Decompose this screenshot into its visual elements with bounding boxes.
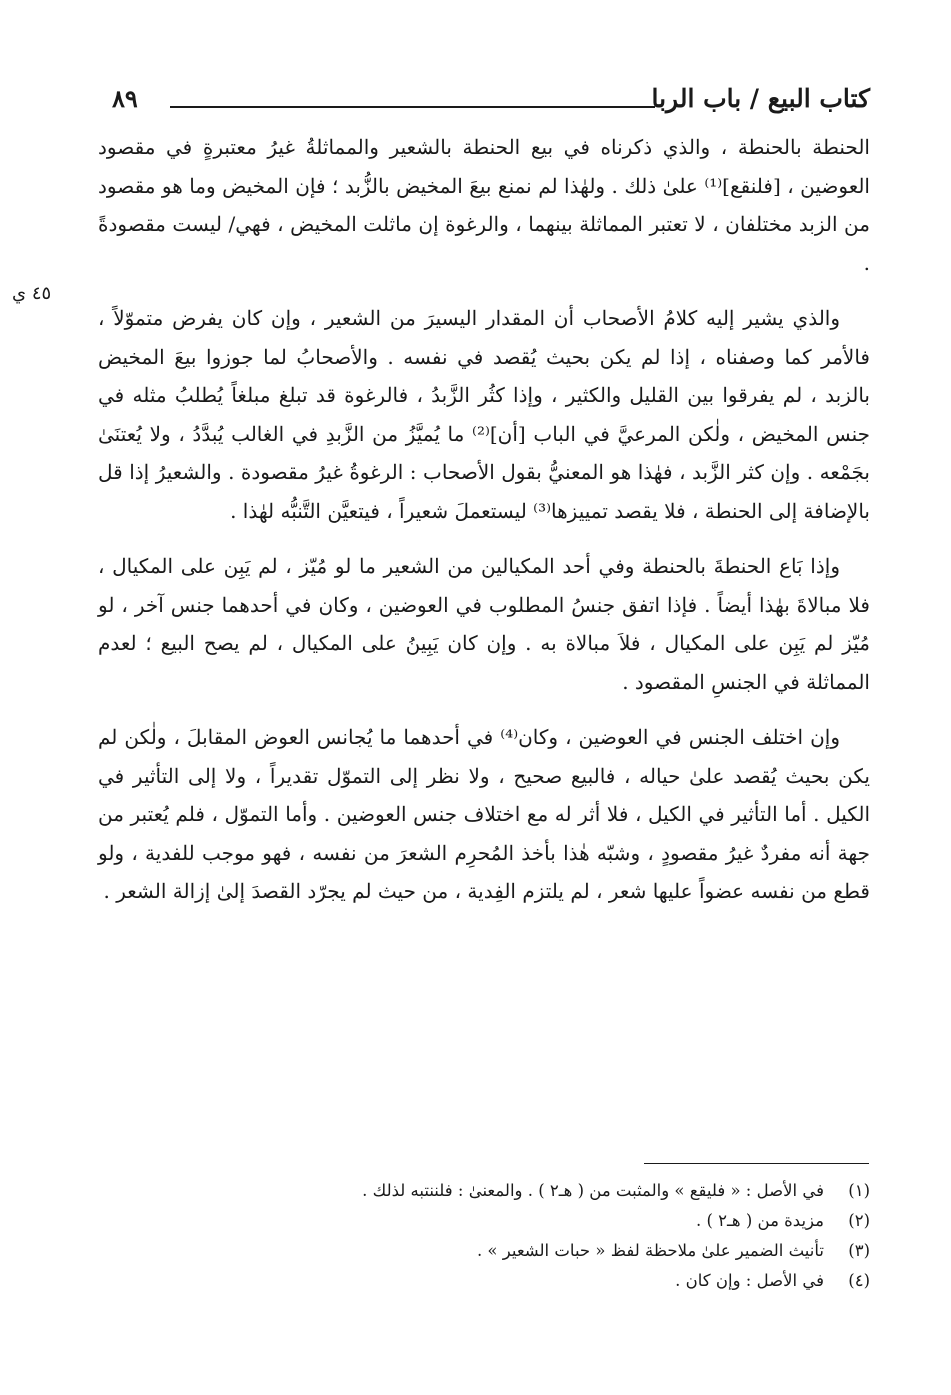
footnote-number: (١) bbox=[848, 1181, 870, 1200]
footnote-number: (٤) bbox=[848, 1271, 870, 1290]
footnote-separator bbox=[644, 1163, 869, 1164]
chapter-title: كتاب البيع / باب الربا bbox=[651, 84, 870, 113]
footnotes bbox=[98, 1176, 870, 1296]
header-rule bbox=[170, 106, 655, 108]
footnote-text: تأنيث الضمير علىٰ ملاحظة لفظ « حبات الشعير » . bbox=[476, 1241, 824, 1260]
footnote-number: (٢) bbox=[848, 1211, 870, 1230]
footnote-text: في الأصل : « فليقع » والمثبت من ( هـ٢ ) . والمعنىٰ : فلننتبه لذلك . bbox=[362, 1181, 824, 1200]
footnote bbox=[98, 1206, 870, 1236]
paragraph: والذي يشير إليه كلامُ الأصحاب أن المقدار اليسيرَ من الشعير ، وإن كان يفرض متموّلاً ، فالأمر كما وصفناه ، إذا لم يكن بحيث يُقصد في نفسه . والأصحابُ لما جوزوا بيعَ المخيض بالزبد ، لم يفرقوا بين القليل والكثير ، وإذا كثُر الزَّبدُ ، فالرغوة قد تبلغ مبلغاً يُطلبُ مثله في جنس المخيض ، ولٰكن المرعيَّ في الباب [أن]⁽²⁾ ما يُميَّزُ من الزَّبدِ في الغالب يُبدَّدُ ، ولا يُعتنَىٰ بجَمْعه . وإن كثر الزَّبد ، فهٰذا هو المعنيُّ بقول الأصحاب : الرغوةُ غيرُ مقصودة . والشعيرُ إذا قل بالإضافة إلى الحنطة ، فلا يقصد تمييزها⁽³⁾ ليستعملَ شعيراً ، فيتعيَّن التَّنبُّه لهٰذا . bbox=[98, 306, 870, 523]
footnote bbox=[98, 1266, 870, 1296]
footnote bbox=[98, 1236, 870, 1266]
running-header bbox=[112, 84, 870, 124]
footnote-number: (٣) bbox=[848, 1241, 870, 1260]
footnote-text: مزيدة من ( هـ٢ ) . bbox=[696, 1211, 824, 1230]
footnote bbox=[98, 1176, 870, 1206]
paragraph: الحنطة بالحنطة ، والذي ذكرناه في بيع الحنطة بالشعير والمماثلةُ غيرُ معتبرةٍ في مقصود العوضين ، [فلنقع]⁽¹⁾ علىٰ ذلك . ولهٰذا لم نمنع بيعَ المخيض بالزُّبد ؛ فإن المخيض وما هو مقصود من الزبد مختلفان ، لا تعتبر المماثلة بينهما ، والرغوة إن ماثلت المخيض ، فهي/ ليست مقصودةً . bbox=[98, 135, 870, 275]
main-text bbox=[98, 128, 870, 928]
page-number: ٨٩ bbox=[112, 84, 138, 113]
manuscript-folio-marker: ٤٥ ي bbox=[12, 283, 52, 304]
paragraph: وإن اختلف الجنس في العوضين ، وكان⁽⁴⁾ في أحدهما ما يُجانس العوض المقابلَ ، ولٰكن لم يكن بحيث يُقصد علىٰ حياله ، فالبيع صحيح ، ولا نظر إلى التموّل تقديراً ، ولا إلى التأثير في الكيل . أما التأثير في الكيل ، فلا أثر له مع اختلاف جنس العوضين . وأما التموّل ، فلم يُعتبر من جهة أنه مفردٌ غيرُ مقصودٍ ، وشبّه هٰذا بأخذ المُحرِم الشعرَ من نفسه ، فهو موجب للفدية ، ولو قطع من نفسه عضواً عليها شعر ، لم يلتزم الفِدية ، من حيث لم يجرّد القصدَ إلىٰ إزالة الشعر . bbox=[98, 725, 870, 903]
paragraph: وإذا بَاع الحنطةَ بالحنطة وفي أحد المكيالين من الشعير ما لو مُيّز ، لم يَبِن على المكيال ، فلا مبالاةَ بهٰذا أيضاً . فإذا اتفق جنسُ المطلوب في العوضين ، وكان في أحدهما جنس آخر ، لو مُيّز لم يَبِن على المكيال ، فلاَ مبالاة به . وإن كان يَبِينُ على المكيال ، لم يصح البيع ؛ لعدم المماثلة في الجنسِ المقصود . bbox=[98, 554, 870, 694]
footnote-text: في الأصل : وإن كان . bbox=[675, 1271, 824, 1290]
